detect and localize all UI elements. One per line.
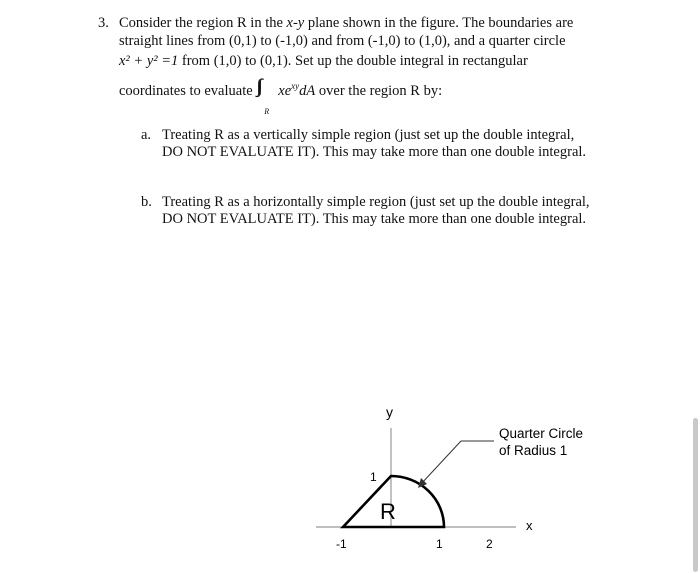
tick-label-2: 2 [486,537,493,551]
annotation-leader-line [421,441,461,484]
double-integral-region: R [264,106,270,116]
part-a-line-2: DO NOT EVALUATE IT). This may take more than one double integral. [162,144,587,160]
double-integral-sign: ∫∫ [256,75,259,97]
problem-line-3-post: from (1,0) to (0,1). Set up the double integral in rectangular [178,53,528,69]
integrand-exponent: xy [291,81,300,91]
part-a-label: a. [141,127,152,143]
problem-number: 3. [98,15,109,31]
problem-line-1-post: plane shown in the figure. The boundaries are [304,15,574,31]
circle-equation: x² + y² =1 [119,53,179,69]
annotation-line-1: Quarter Circle [499,426,584,441]
part-a-line-1: Treating R as a vertically simple region (just set up the double integral, [162,127,575,143]
part-b-label: b. [141,194,152,210]
plane-variable: x-y [286,15,305,31]
tick-label-neg1: -1 [336,537,347,551]
problem-line-4-pre: coordinates to evaluate [119,82,253,99]
tick-label-y1: 1 [370,470,377,484]
part-b-line-1: Treating R as a horizontally simple region (just set up the double integral, [162,194,590,210]
region-label: R [380,499,396,524]
annotation-line-2: of Radius 1 [499,443,568,458]
integrand: xe [278,82,292,99]
tick-label-1: 1 [436,537,443,551]
scrollbar-thumb[interactable] [693,418,698,572]
part-b-line-2: DO NOT EVALUATE IT). This may take more than one double integral. [162,211,587,227]
x-axis-label: x [526,518,533,533]
problem-line-4-post: over the region R by: [315,82,443,99]
y-axis-label: y [386,404,393,420]
integrand-differential: dA [299,82,316,99]
problem-line-1-pre: Consider the region R in the [119,15,287,31]
problem-line-2: straight lines from (0,1) to (-1,0) and from (-1,0) to (1,0), and a quarter circle [119,33,566,49]
